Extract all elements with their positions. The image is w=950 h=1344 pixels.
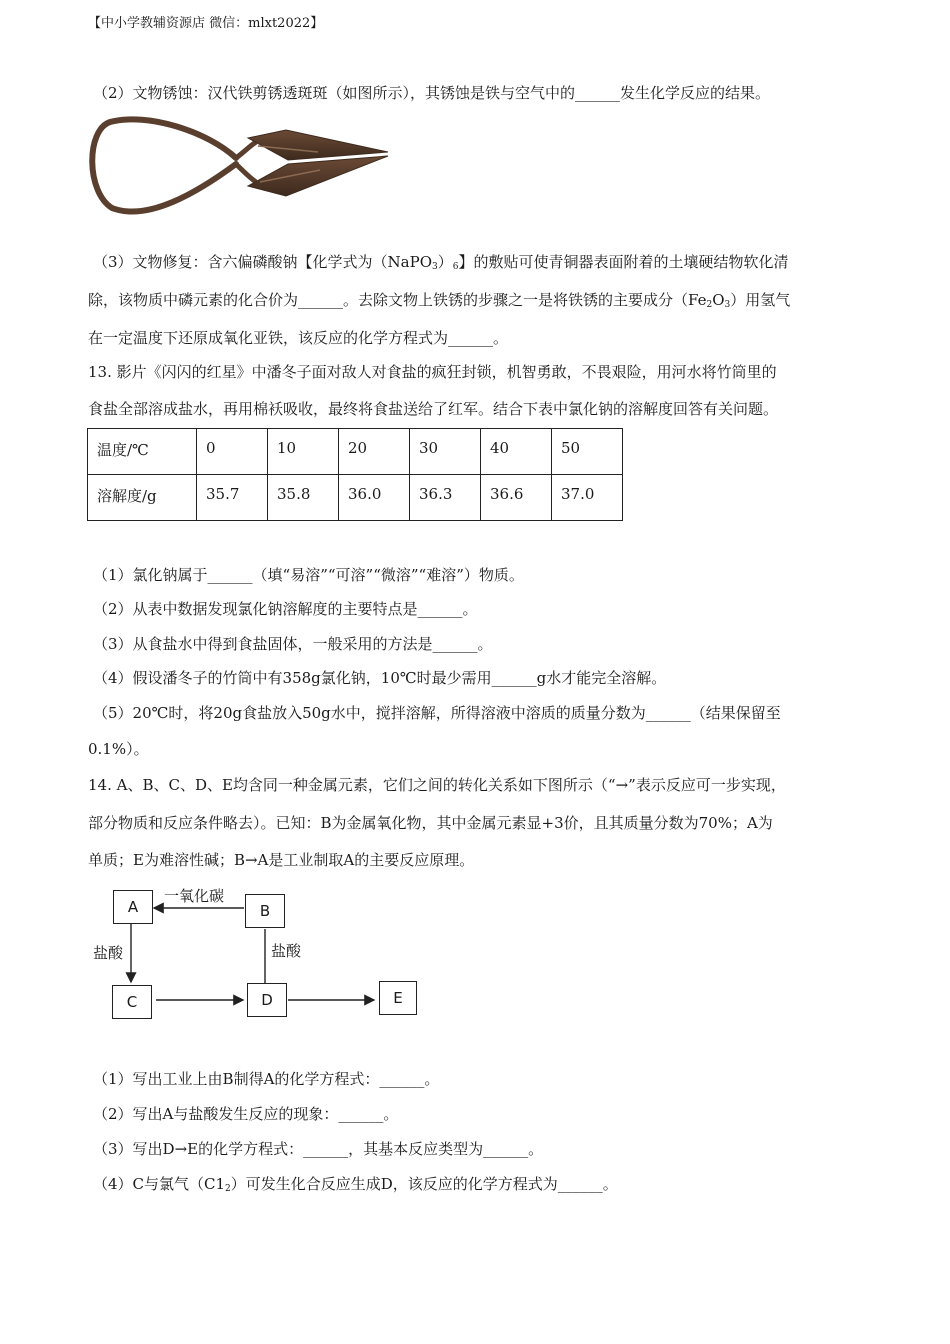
node-e: E bbox=[379, 981, 417, 1015]
q12-part3-line3: 在一定温度下还原成氧化亚铁，该反应的化学方程式为______。 bbox=[88, 329, 509, 347]
q13-sub5-line1: （5）20℃时，将20g食盐放入50g水中，搅拌溶解，所得溶液中溶质的质量分数为______（结果保留至 bbox=[93, 704, 781, 722]
label-hydrochloric-acid-ac: 盐酸 bbox=[93, 944, 124, 962]
q12-part2: （2）文物锈蚀：汉代铁剪锈透斑斑（如图所示），其锈蚀是铁与空气中的______发生化学反应的结果。 bbox=[93, 84, 771, 102]
q13-sub3: （3）从食盐水中得到食盐固体，一般采用的方法是______。 bbox=[93, 635, 493, 653]
node-b: B bbox=[245, 894, 285, 928]
table-header-solubility: 溶解度/g bbox=[88, 475, 197, 521]
conversion-diagram bbox=[88, 884, 428, 1024]
iron-scissors-image bbox=[88, 112, 408, 222]
q12-part3-line1: （3）文物修复：含六偏磷酸钠【化学式为$(NaPO_3)_6$】的敷贴可使青铜器表面附着的土壤硬结物软化清 bbox=[93, 253, 789, 272]
q12-part3-line2: 除，该物质中磷元素的化合价为______。去除文物上铁锈的步骤之一是将铁锈的主要成分$(Fe_2O_3)$用氢气 bbox=[88, 291, 791, 310]
node-a: A bbox=[113, 890, 153, 924]
table-cell: 35.7 bbox=[197, 475, 268, 521]
q14-stem-line1: 14. A、B、C、D、E均含同一种金属元素，它们之间的转化关系如下图所示（“→”表示反应可一步实现， bbox=[88, 776, 786, 794]
table-header-temperature: 温度/℃ bbox=[88, 429, 197, 475]
table-cell: 35.8 bbox=[268, 475, 339, 521]
q14-sub2: （2）写出A与盐酸发生反应的现象：______。 bbox=[93, 1105, 399, 1123]
q13-sub2: （2）从表中数据发现氯化钠溶解度的主要特点是______。 bbox=[93, 600, 478, 618]
label-hydrochloric-acid-bd: 盐酸 bbox=[271, 942, 302, 960]
q14-stem-line2: 部分物质和反应条件略去）。已知：B为金属氧化物，其中金属元素显+3价，且其质量分数为70%；A为 bbox=[88, 814, 773, 832]
table-cell: 36.3 bbox=[410, 475, 481, 521]
q14-sub3: （3）写出D→E的化学方程式：______，其基本反应类型为______。 bbox=[93, 1140, 544, 1158]
q14-stem-line3: 单质；E为难溶性碱；B→A是工业制取A的主要反应原理。 bbox=[88, 851, 475, 869]
table-cell: 36.6 bbox=[481, 475, 552, 521]
table-cell: 40 bbox=[481, 429, 552, 475]
node-c: C bbox=[112, 985, 152, 1019]
node-d: D bbox=[247, 983, 287, 1017]
table-row-solubility bbox=[88, 475, 623, 521]
q14-sub1: （1）写出工业上由B制得A的化学方程式：______。 bbox=[93, 1070, 440, 1088]
table-row-temperature bbox=[88, 429, 623, 475]
q13-sub4: （4）假设潘冬子的竹筒中有358g氯化钠，10℃时最少需用______g水才能完全溶解。 bbox=[93, 669, 667, 687]
label-carbon-monoxide: 一氧化碳 bbox=[164, 887, 225, 905]
table-cell: 10 bbox=[268, 429, 339, 475]
q13-stem-line2: 食盐全部溶成盐水，再用棉袄吸收，最终将食盐送给了红军。结合下表中氯化钠的溶解度回答有关问题。 bbox=[88, 400, 779, 418]
table-cell: 0 bbox=[197, 429, 268, 475]
table-cell: 20 bbox=[339, 429, 410, 475]
q14-sub4: （4）C与氯气$(C1_2)$可发生化合反应生成D，该反应的化学方程式为______。 bbox=[93, 1175, 618, 1194]
table-cell: 36.0 bbox=[339, 475, 410, 521]
q13-stem-line1: 13. 影片《闪闪的红星》中潘冬子面对敌人对食盐的疯狂封锁，机智勇敢，不畏艰险，用河水将竹筒里的 bbox=[88, 363, 777, 381]
table-cell: 37.0 bbox=[552, 475, 623, 521]
table-cell: 50 bbox=[552, 429, 623, 475]
page-header: 【中小学教辅资源店 微信：mlxt2022】 bbox=[88, 16, 324, 31]
table-cell: 30 bbox=[410, 429, 481, 475]
q13-sub1: （1）氯化钠属于______（填“易溶”“可溶”“微溶”“难溶”）物质。 bbox=[93, 566, 524, 584]
solubility-table bbox=[87, 428, 623, 521]
q13-sub5-line2: 0.1%）。 bbox=[88, 740, 149, 758]
